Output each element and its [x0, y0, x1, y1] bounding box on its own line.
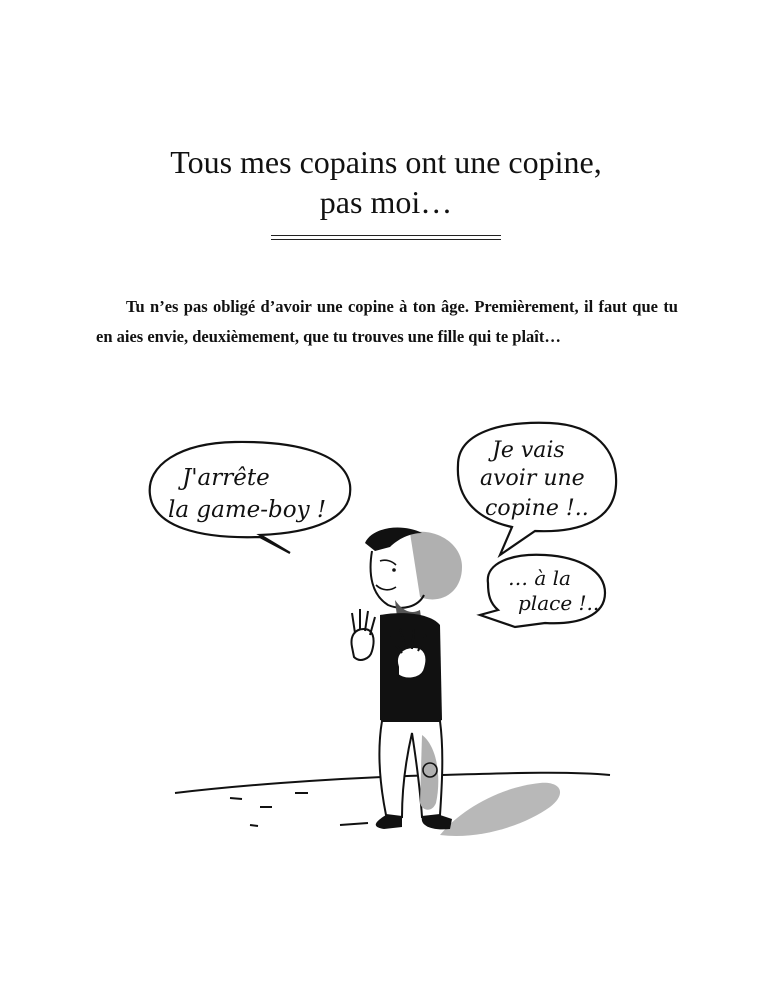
bubble-left-line-2: la game-boy ! — [168, 497, 327, 523]
speech-bubble-right-top — [458, 423, 616, 555]
title-line-1: Tous mes copains ont une copine, — [170, 144, 602, 180]
cartoon-boy — [352, 528, 463, 830]
title-divider — [271, 235, 501, 240]
page-title — [0, 142, 772, 222]
bubble-right-top-line-3: copine !.. — [485, 496, 589, 521]
bubble-right-top-line-2: avoir une — [480, 466, 585, 491]
speech-bubble-right-bottom — [480, 555, 605, 627]
speech-bubble-left — [150, 442, 351, 553]
bubble-right-bottom-line-2: place !.. — [518, 591, 600, 615]
figure-shadow — [440, 783, 560, 836]
bubble-right-top-line-1: Je vais — [492, 438, 565, 463]
bubble-right-bottom-line-1: … à la — [508, 566, 571, 590]
bubble-left-line-1: J'arrête — [182, 465, 270, 491]
title-line-2: pas moi… — [319, 184, 453, 220]
cartoon-illustration — [140, 415, 630, 845]
body-paragraph: Tu n’es pas obligé d’avoir une copine à ton âge. Premièrement, il faut que tu en aies envie, deuxièmement, que tu trouves une fille qui te plaît… — [96, 297, 678, 346]
